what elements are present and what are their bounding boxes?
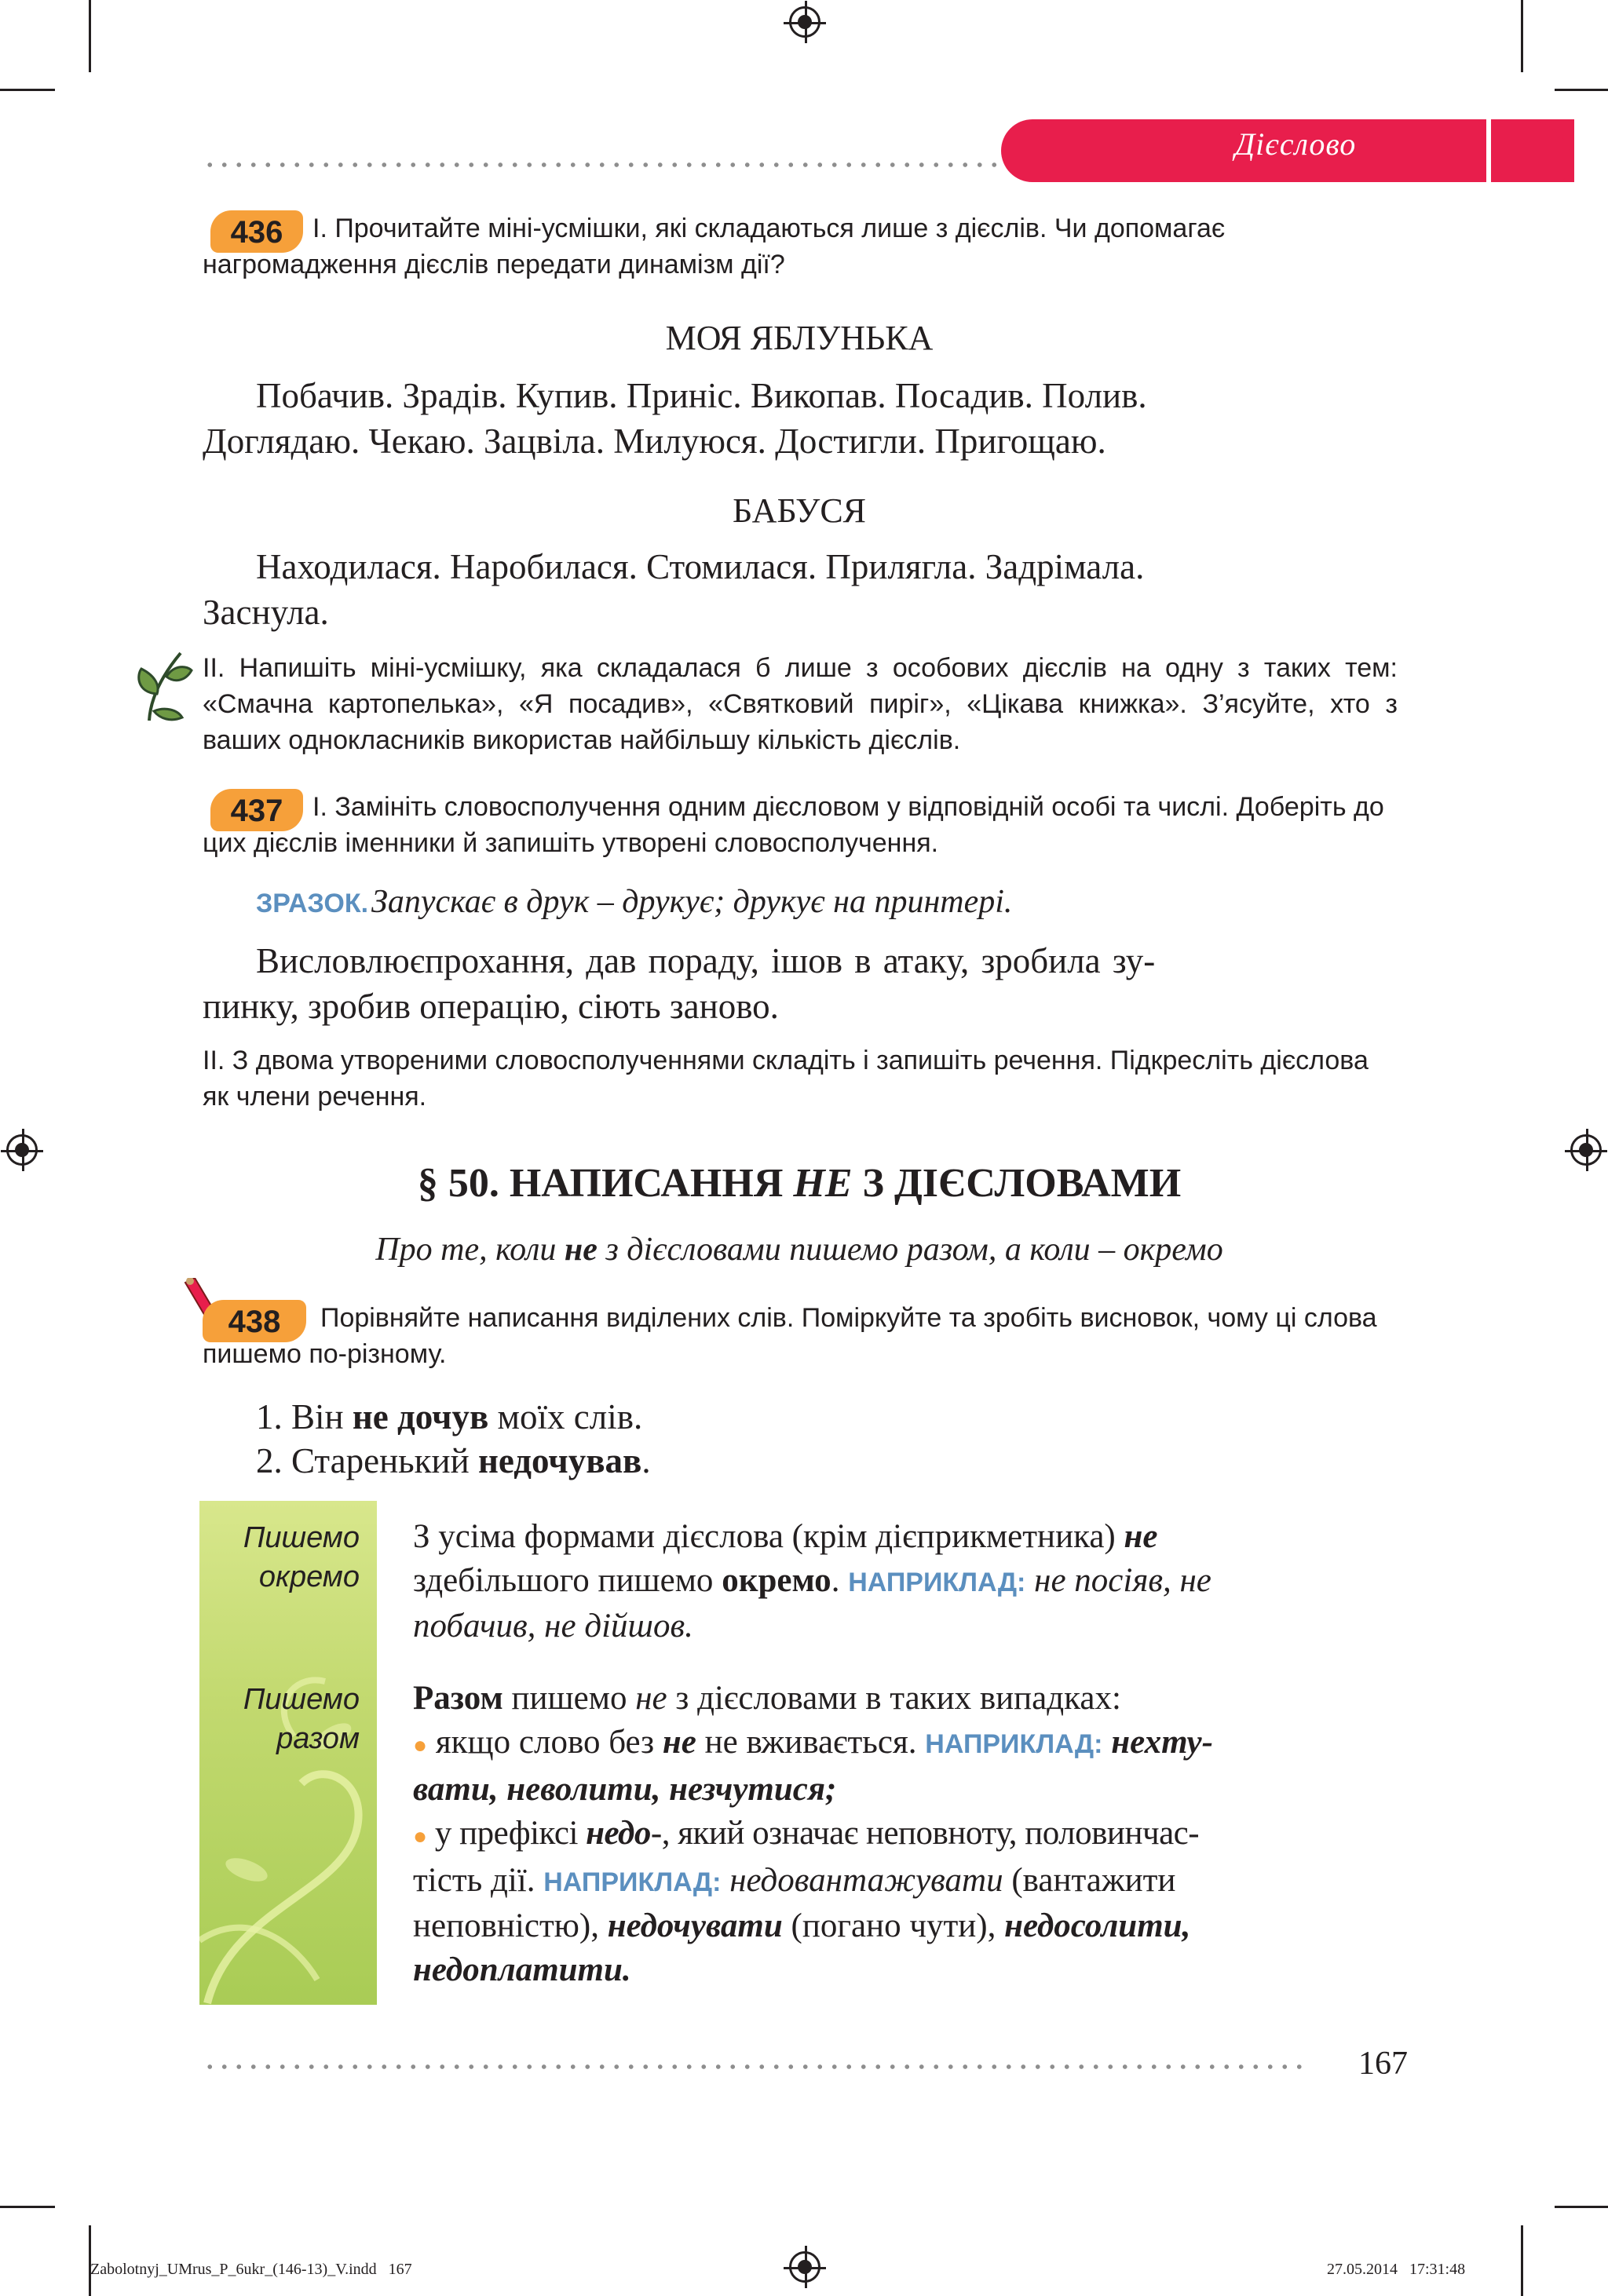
example-text: 2. Старенький: [256, 1441, 478, 1480]
file-name: Zabolotnyj_UMrus_P_6ukr_(146-13)_V.indd 167: [90, 2261, 412, 2278]
example-text: 1. Він: [256, 1397, 353, 1436]
exercise-line: Висловлюєпрохання, дав пораду, ішов в атаку, зробила зу-: [256, 941, 1156, 980]
page-number: 167: [1358, 2046, 1408, 2082]
rule-ne: не: [662, 1724, 696, 1761]
rule-example: не посіяв, не: [1025, 1562, 1211, 1599]
rule-text: у префіксі: [434, 1815, 587, 1852]
poem-title: БАБУСЯ: [732, 491, 867, 530]
example-label: НАПРИКЛАД:: [848, 1568, 1026, 1597]
dotted-rule: [203, 162, 1000, 167]
rule-text: якщо слово без: [435, 1724, 663, 1761]
task-438-text: Порівняйте написання виділених слів. Поміркуйте та зробіть висновок, чому ці слова пишемо по-різному.: [203, 1303, 1377, 1369]
rule-text: неповністю),: [413, 1907, 608, 1944]
task-436-part1: І. Прочитайте міні-усмішки, які складаються лише з дієслів. Чи допомагає нагромадження дієслів передати динамізм дії?: [203, 214, 1226, 279]
dotted-rule: [203, 2064, 1310, 2069]
rule-example: недоплатити.: [413, 1951, 631, 1988]
task-number-badge: 437: [210, 789, 303, 831]
rule-text: .: [831, 1562, 849, 1599]
rule-line: [413, 1559, 1399, 1604]
exercise-line: пинку, зробив операцію, сіють заново.: [203, 987, 779, 1026]
rule-line: [413, 1604, 1399, 1648]
rule-line: [413, 1948, 1399, 1992]
subtitle-ne: не: [564, 1232, 598, 1268]
example-item: [256, 1393, 642, 1440]
rule-text: тість дії.: [413, 1862, 544, 1899]
label-line: разом: [276, 1722, 360, 1755]
rule-text: (вантажити: [1003, 1862, 1176, 1899]
rule-ne: не: [635, 1680, 667, 1717]
example-bold: недочував: [477, 1441, 642, 1480]
task-number-badge: 436: [210, 210, 303, 253]
rule-example: недочувати: [607, 1907, 783, 1944]
rule-line: [413, 1677, 1399, 1721]
poem-title: МОЯ ЯБЛУНЬКА: [665, 319, 934, 357]
example-bold: не дочув: [352, 1397, 489, 1436]
bullet-icon: ●: [413, 1823, 427, 1849]
rule-text: здебільшого пишемо: [413, 1562, 722, 1599]
rule-separate: [413, 1515, 1399, 1648]
section-heading-ne: НЕ: [793, 1161, 853, 1206]
example-label: НАПРИКЛАД:: [543, 1867, 722, 1897]
poem-line: Доглядаю. Чекаю. Зацвіла. Милуюся. Достигли. Пригощаю.: [203, 422, 1106, 461]
poem-line: Находилася. Наробилася. Стомилася. Прилягла. Задрімала.: [256, 547, 1145, 586]
section-title: Дієслово: [1234, 126, 1357, 162]
rule-text: З усіма формами дієслова (крім дієприкметника): [413, 1518, 1124, 1555]
leaf-icon: [133, 648, 195, 724]
print-timestamp: 27.05.2014 17:31:48: [1327, 2261, 1466, 2278]
rule-example: нехту-: [1102, 1724, 1213, 1761]
registration-mark-icon: [6, 1134, 38, 1166]
rule-line: [413, 1859, 1399, 1904]
registration-mark-icon: [789, 6, 820, 38]
task-436-part2: ІІ. Напишіть міні-усмішку, яка складалася б лише з особових дієслів на одну з таких тем: «Смачна картопелька», «Я посадив», «Святковий пиріг», «Цікава книжка». З’ясуйте, хто з ваших однокласників використав найбільшу кількість дієслів.: [203, 653, 1398, 755]
sample-label: ЗРАЗОК.: [256, 889, 369, 918]
rule-text: (погано чути),: [782, 1907, 1005, 1944]
crop-mark: [0, 2206, 55, 2208]
section-heading-suffix: З ДІЄСЛОВАМИ: [852, 1161, 1182, 1206]
sample-line: [256, 883, 1402, 921]
label-line: Пишемо: [243, 1683, 360, 1716]
crop-mark: [1555, 89, 1608, 91]
registration-mark-icon: [789, 2251, 820, 2283]
task-437-part1: І. Замініть словосполучення одним дієсловом у відповідній особі та числі. Доберіть до цих дієслів іменники й запишіть утворені словосполучення.: [203, 792, 1384, 858]
crop-mark: [89, 0, 91, 72]
label-together: [199, 1680, 360, 1758]
poem-line: Побачив. Зрадів. Купив. Приніс. Викопав. Посадив. Полив.: [256, 376, 1147, 415]
subtitle-part: з дієсловами пишемо разом, а коли – окремо: [597, 1232, 1223, 1268]
example-label: НАПРИКЛАД:: [925, 1729, 1103, 1759]
example-text: .: [641, 1441, 651, 1480]
section-heading-prefix: § 50. НАПИСАННЯ: [417, 1161, 794, 1206]
rule-ne: не: [1124, 1518, 1158, 1555]
label-line: Пишемо: [243, 1521, 360, 1554]
example-item: [256, 1437, 651, 1484]
section-tab-divider: [1486, 116, 1491, 185]
crop-mark: [1521, 2225, 1523, 2296]
rule-line: [413, 1515, 1399, 1559]
label-line: окремо: [258, 1560, 360, 1593]
rule-text: не вживається.: [696, 1724, 926, 1761]
rule-example: недовантажувати: [721, 1862, 1003, 1899]
rule-line: [413, 1768, 1399, 1812]
crop-mark: [0, 89, 55, 91]
rule-example: вати, неволити, незчутися;: [413, 1771, 837, 1808]
poem-line: Заснула.: [203, 593, 329, 632]
registration-mark-icon: [1570, 1134, 1602, 1166]
rule-sidebar: [199, 1501, 377, 2005]
subtitle-part: Про те, коли: [375, 1232, 565, 1268]
rule-bold: Разом: [413, 1680, 503, 1717]
example-text: моїх слів.: [488, 1397, 643, 1436]
rule-example: побачив, не дійшов.: [413, 1608, 693, 1644]
rule-line: [413, 1904, 1399, 1948]
rule-together: [413, 1677, 1399, 1992]
rule-line: [413, 1721, 1399, 1768]
sample-text: Запускає в друк – друкує; друкує на принтері.: [371, 884, 1013, 920]
task-number-badge: 438: [203, 1300, 306, 1342]
section-subtitle: [203, 1231, 1396, 1268]
task-437-part2: ІІ. З двома утвореними словосполученнями складіть і запишіть речення. Підкресліть дієслова як члени речення.: [203, 1046, 1369, 1111]
section-heading: [203, 1160, 1396, 1206]
rule-line: [413, 1812, 1399, 1859]
rule-text: -, який означає неповноту, половинчас-: [650, 1815, 1200, 1852]
bullet-icon: ●: [413, 1732, 428, 1758]
rule-bold: окремо: [722, 1562, 831, 1599]
rule-text: пишемо: [502, 1680, 636, 1717]
rule-text: з дієсловами в таких випадках:: [667, 1680, 1121, 1717]
rule-example: недосолити,: [1004, 1907, 1191, 1944]
crop-mark: [1521, 0, 1523, 72]
label-separate: [199, 1518, 360, 1597]
crop-mark: [1555, 2206, 1608, 2208]
rule-prefix: недо: [586, 1815, 651, 1852]
